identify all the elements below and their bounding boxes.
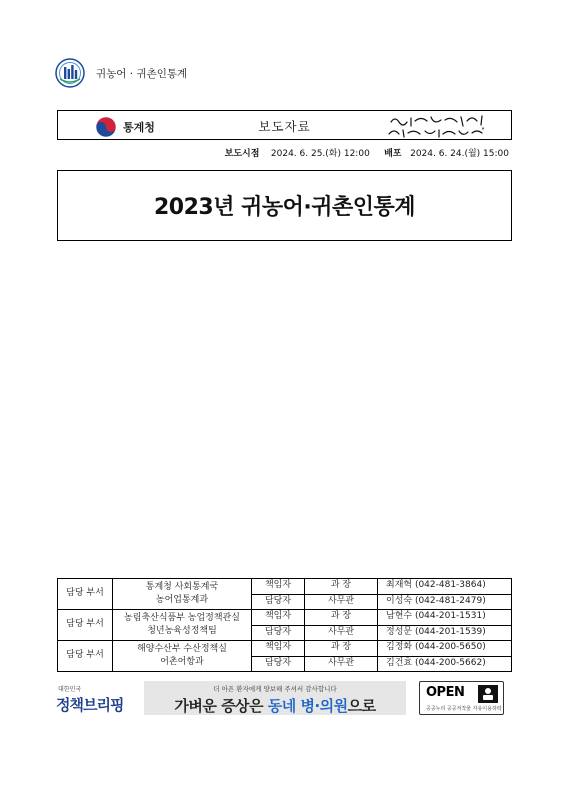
- contact-position: 과 장: [305, 610, 378, 626]
- open-label: OPEN: [426, 685, 465, 700]
- distribution-label: 배포: [384, 149, 402, 159]
- contact-role: 담당자: [252, 656, 305, 672]
- press-release-banner: [57, 110, 512, 140]
- table-row: [58, 641, 512, 657]
- campaign-highlight: 동네 병·의원: [267, 697, 348, 715]
- statistics-korea-emblem-icon: [55, 58, 85, 88]
- public-nuri-icon: [478, 685, 498, 703]
- open-subtext: 공공누리 공공저작물 자유이용허락: [426, 706, 502, 712]
- contact-position: 사무관: [305, 656, 378, 672]
- contact-person: 김정화 (044-200-5650): [378, 641, 512, 657]
- dept-name: 해양수산부 수산정책실 어촌어항과: [113, 641, 252, 672]
- contact-position: 과 장: [305, 579, 378, 595]
- contact-role: 책임자: [252, 641, 305, 657]
- contact-person: 남현수 (044-201-1531): [378, 610, 512, 626]
- campaign-banner[interactable]: [144, 681, 406, 715]
- contact-position: 과 장: [305, 641, 378, 657]
- policy-logo-text: 정책브리핑: [56, 696, 124, 714]
- public-nuri-badge[interactable]: [419, 681, 504, 715]
- contact-position: 사무관: [305, 625, 378, 641]
- campaign-headline: 가벼운 증상은 동네 병·의원으로: [174, 697, 376, 715]
- contacts-table: [57, 578, 512, 672]
- dept-label: 담당 부서: [58, 641, 113, 672]
- table-row: [58, 610, 512, 626]
- agency-name: 통계청: [123, 121, 155, 134]
- contact-person: 김건효 (044-200-5662): [378, 656, 512, 672]
- contact-role: 담당자: [252, 625, 305, 641]
- distribution-value: 2024. 6. 24.(월) 15:00: [410, 149, 509, 159]
- contact-person: 최재혁 (042-481-3864): [378, 579, 512, 595]
- title-box: [57, 170, 512, 241]
- release-info: [225, 146, 509, 159]
- contact-role: 책임자: [252, 579, 305, 595]
- dept-name: 통계청 사회통계국 농어업통계과: [113, 579, 252, 610]
- campaign-subtext: 더 아픈 환자에게 양보해 주셔서 감사합니다: [213, 685, 337, 693]
- contact-position: 사무관: [305, 594, 378, 610]
- document-title: 2023년 귀농어·귀촌인통계: [153, 195, 416, 220]
- banner-title: 보도자료: [258, 119, 311, 134]
- slogan-calligraphy: [385, 112, 495, 140]
- header-title: 귀농어 · 귀촌인통계: [96, 68, 188, 80]
- policy-briefing-logo[interactable]: [56, 682, 124, 716]
- contact-role: 책임자: [252, 610, 305, 626]
- dept-label: 담당 부서: [58, 579, 113, 610]
- contact-role: 담당자: [252, 594, 305, 610]
- contact-person: 정성문 (044-201-1539): [378, 625, 512, 641]
- embargo-value: 2024. 6. 25.(화) 12:00: [270, 149, 370, 159]
- contact-person: 이성숙 (042-481-2479): [378, 594, 512, 610]
- dept-name: 농림축산식품부 농업정책관실 청년농육성정책팀: [113, 610, 252, 641]
- dept-label: 담당 부서: [58, 610, 113, 641]
- policy-logo-small-text: 대한민국: [58, 686, 82, 693]
- embargo-label: 보도시점: [224, 149, 260, 159]
- table-row: [58, 579, 512, 595]
